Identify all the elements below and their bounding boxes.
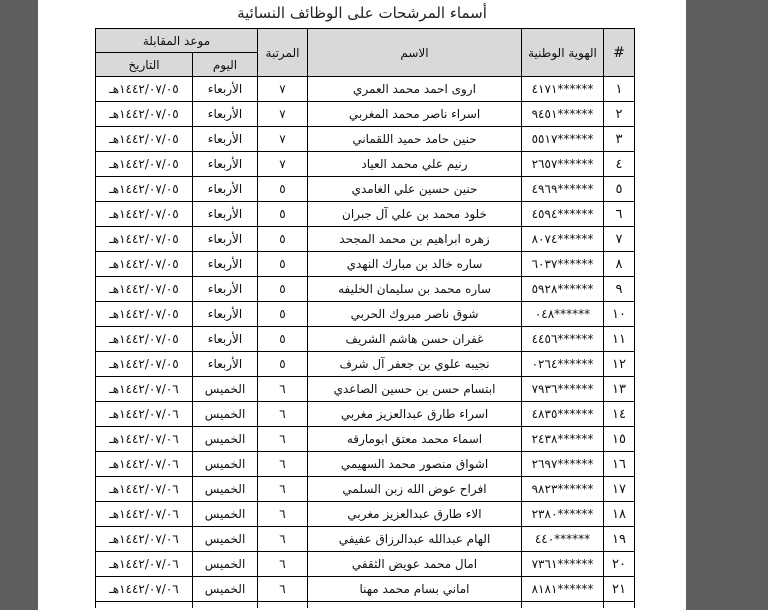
row-name: ابتسام حسن بن حسين الصاعدي xyxy=(308,377,522,402)
table-row xyxy=(96,202,635,227)
row-number: ٤ xyxy=(604,152,635,177)
row-cell-empty xyxy=(258,602,308,609)
row-number: ١٢ xyxy=(604,352,635,377)
table-header-row xyxy=(96,29,635,53)
row-national-id: ******٥٥١٧ xyxy=(522,127,604,152)
row-national-id: ******٢٣٨٠ xyxy=(522,502,604,527)
row-number: ١٨ xyxy=(604,502,635,527)
table-row xyxy=(96,177,635,202)
row-day: الأربعاء xyxy=(193,277,258,302)
row-name: خلود محمد بن علي آل جبران xyxy=(308,202,522,227)
table-row xyxy=(96,302,635,327)
row-rank: ٥ xyxy=(258,227,308,252)
row-day: الأربعاء xyxy=(193,152,258,177)
row-rank: ٧ xyxy=(258,152,308,177)
table-row xyxy=(96,102,635,127)
row-cell-empty xyxy=(193,602,258,609)
row-name: زهره ابراهيم بن محمد المجحد xyxy=(308,227,522,252)
row-day: الأربعاء xyxy=(193,77,258,102)
row-number: ٨ xyxy=(604,252,635,277)
document-title: أسماء المرشحات على الوظائف النسائية xyxy=(237,4,487,22)
row-rank: ٥ xyxy=(258,352,308,377)
row-national-id: ******٥٩٢٨ xyxy=(522,277,604,302)
row-cell-empty xyxy=(308,602,522,609)
row-number: ١٧ xyxy=(604,477,635,502)
row-national-id: ******٤٨٣٥ xyxy=(522,402,604,427)
row-number: ٥ xyxy=(604,177,635,202)
header-num: # xyxy=(604,29,635,77)
table-body xyxy=(96,77,635,609)
row-name: اسماء محمد معتق ابومارقه xyxy=(308,427,522,452)
row-national-id: ******٠٢٦٤ xyxy=(522,352,604,377)
row-national-id: ******٤٥٩٤ xyxy=(522,202,604,227)
row-day: الخميس xyxy=(193,402,258,427)
row-name: افراح عوض الله زبن السلمي xyxy=(308,477,522,502)
row-number: ٢ xyxy=(604,102,635,127)
row-cell-empty xyxy=(604,602,635,609)
table-row xyxy=(96,477,635,502)
row-date: ١٤٤٢/٠٧/٠٦هـ xyxy=(96,552,193,577)
row-rank: ٥ xyxy=(258,302,308,327)
row-day: الخميس xyxy=(193,502,258,527)
row-date: ١٤٤٢/٠٧/٠٥هـ xyxy=(96,152,193,177)
row-date: ١٤٤٢/٠٧/٠٥هـ xyxy=(96,352,193,377)
table-row xyxy=(96,327,635,352)
row-number: ١٦ xyxy=(604,452,635,477)
row-rank: ٦ xyxy=(258,452,308,477)
row-name: اماني بسام محمد مهنا xyxy=(308,577,522,602)
row-date: ١٤٤٢/٠٧/٠٥هـ xyxy=(96,252,193,277)
row-date: ١٤٤٢/٠٧/٠٦هـ xyxy=(96,427,193,452)
row-name: اشواق منصور محمد السهيمي xyxy=(308,452,522,477)
row-date: ١٤٤٢/٠٧/٠٥هـ xyxy=(96,177,193,202)
row-number: ٩ xyxy=(604,277,635,302)
row-name: الاء طارق عبدالعزيز مغربي xyxy=(308,502,522,527)
row-rank: ٥ xyxy=(258,277,308,302)
row-number: ٣ xyxy=(604,127,635,152)
document-page xyxy=(38,0,686,610)
row-day: الخميس xyxy=(193,552,258,577)
row-date: ١٤٤٢/٠٧/٠٥هـ xyxy=(96,277,193,302)
row-date: ١٤٤٢/٠٧/٠٦هـ xyxy=(96,452,193,477)
row-day: الأربعاء xyxy=(193,127,258,152)
row-number: ١١ xyxy=(604,327,635,352)
row-name: اسراء طارق عبدالعزيز مغربي xyxy=(308,402,522,427)
row-rank: ٧ xyxy=(258,127,308,152)
table-row xyxy=(96,427,635,452)
row-day: الأربعاء xyxy=(193,202,258,227)
row-date: ١٤٤٢/٠٧/٠٦هـ xyxy=(96,527,193,552)
row-rank: ٦ xyxy=(258,402,308,427)
row-national-id: ******٠٤٨ xyxy=(522,302,604,327)
table-row xyxy=(96,402,635,427)
row-national-id: ******٢٦٩٧ xyxy=(522,452,604,477)
row-rank: ٦ xyxy=(258,552,308,577)
row-number: ١ xyxy=(604,77,635,102)
row-national-id: ******٤١٧١ xyxy=(522,77,604,102)
row-day: الخميس xyxy=(193,577,258,602)
row-name: شوق ناصر مبروك الحربي xyxy=(308,302,522,327)
table-row xyxy=(96,277,635,302)
header-interview: موعد المقابلة xyxy=(96,29,258,53)
row-date: ١٤٤٢/٠٧/٠٥هـ xyxy=(96,327,193,352)
row-rank: ٦ xyxy=(258,527,308,552)
row-day: الأربعاء xyxy=(193,327,258,352)
row-national-id: ******٢٦٥٧ xyxy=(522,152,604,177)
row-day: الأربعاء xyxy=(193,102,258,127)
row-day: الخميس xyxy=(193,527,258,552)
row-rank: ٦ xyxy=(258,377,308,402)
row-number: ١٥ xyxy=(604,427,635,452)
table-row xyxy=(96,502,635,527)
header-day: اليوم xyxy=(193,53,258,77)
row-rank: ٥ xyxy=(258,327,308,352)
row-number: ١٩ xyxy=(604,527,635,552)
row-day: الخميس xyxy=(193,452,258,477)
row-day: الأربعاء xyxy=(193,302,258,327)
row-cell-empty xyxy=(522,602,604,609)
row-day: الخميس xyxy=(193,377,258,402)
row-national-id: ******٧٩٣٦ xyxy=(522,377,604,402)
row-date: ١٤٤٢/٠٧/٠٦هـ xyxy=(96,377,193,402)
row-date: ١٤٤٢/٠٧/٠٥هـ xyxy=(96,302,193,327)
row-rank: ٥ xyxy=(258,177,308,202)
row-national-id: ******٨٠٧٤ xyxy=(522,227,604,252)
row-cell-empty xyxy=(96,602,193,609)
table-row xyxy=(96,127,635,152)
row-date: ١٤٤٢/٠٧/٠٦هـ xyxy=(96,577,193,602)
row-date: ١٤٤٢/٠٧/٠٥هـ xyxy=(96,127,193,152)
candidates-table xyxy=(95,28,635,608)
row-name: اروى احمد محمد العمري xyxy=(308,77,522,102)
row-number: ٧ xyxy=(604,227,635,252)
row-rank: ٦ xyxy=(258,477,308,502)
header-rank: المرتبة xyxy=(258,29,308,77)
viewer-right-margin xyxy=(686,0,768,610)
row-date: ١٤٤٢/٠٧/٠٥هـ xyxy=(96,227,193,252)
row-day: الأربعاء xyxy=(193,177,258,202)
header-national-id: الهوية الوطنية xyxy=(522,29,604,77)
row-national-id: ******٤٩٦٩ xyxy=(522,177,604,202)
row-number: ٦ xyxy=(604,202,635,227)
row-day: الأربعاء xyxy=(193,252,258,277)
table-row xyxy=(96,252,635,277)
row-date: ١٤٤٢/٠٧/٠٥هـ xyxy=(96,102,193,127)
table-row xyxy=(96,227,635,252)
row-name: الهام عبدالله عبدالرزاق عفيفي xyxy=(308,527,522,552)
row-name: رنيم علي محمد العياد xyxy=(308,152,522,177)
row-number: ١٠ xyxy=(604,302,635,327)
row-rank: ٦ xyxy=(258,427,308,452)
row-national-id: ******٢٤٣٨ xyxy=(522,427,604,452)
row-national-id: ******٤٤٥٦ xyxy=(522,327,604,352)
table-row xyxy=(96,527,635,552)
row-name: ساره محمد بن سليمان الخليفه xyxy=(308,277,522,302)
table-row xyxy=(96,577,635,602)
header-date: التاريخ xyxy=(96,53,193,77)
row-name: ساره خالد بن مبارك النهدي xyxy=(308,252,522,277)
row-national-id: ******٨١٨١ xyxy=(522,577,604,602)
row-date: ١٤٤٢/٠٧/٠٦هـ xyxy=(96,477,193,502)
table-row xyxy=(96,552,635,577)
row-rank: ٦ xyxy=(258,577,308,602)
table-row xyxy=(96,77,635,102)
header-name: الاسم xyxy=(308,29,522,77)
viewer-left-margin xyxy=(0,0,38,610)
row-national-id: ******٦٠٣٧ xyxy=(522,252,604,277)
row-national-id: ******٩٤٥١ xyxy=(522,102,604,127)
row-number: ٢٠ xyxy=(604,552,635,577)
row-date: ١٤٤٢/٠٧/٠٦هـ xyxy=(96,402,193,427)
row-day: الأربعاء xyxy=(193,227,258,252)
row-day: الأربعاء xyxy=(193,352,258,377)
table-row xyxy=(96,452,635,477)
table-row xyxy=(96,352,635,377)
row-name: نجيبه علوي بن جعفر آل شرف xyxy=(308,352,522,377)
row-name: غفران حسن هاشم الشريف xyxy=(308,327,522,352)
row-number: ١٣ xyxy=(604,377,635,402)
table-row-cutoff xyxy=(96,602,635,609)
row-date: ١٤٤٢/٠٧/٠٦هـ xyxy=(96,502,193,527)
row-rank: ٧ xyxy=(258,77,308,102)
row-rank: ٦ xyxy=(258,502,308,527)
row-national-id: ******٤٤٠ xyxy=(522,527,604,552)
row-name: حنين حسين علي الغامدي xyxy=(308,177,522,202)
row-national-id: ******٩٨٢٣ xyxy=(522,477,604,502)
row-name: حنين حامد حميد اللقماني xyxy=(308,127,522,152)
row-date: ١٤٤٢/٠٧/٠٥هـ xyxy=(96,202,193,227)
row-name: اسراء ناصر محمد المغربي xyxy=(308,102,522,127)
row-rank: ٥ xyxy=(258,202,308,227)
row-name: امال محمد عويض الثقفي xyxy=(308,552,522,577)
row-day: الخميس xyxy=(193,477,258,502)
table-row xyxy=(96,377,635,402)
row-day: الخميس xyxy=(193,427,258,452)
row-rank: ٥ xyxy=(258,252,308,277)
row-number: ٢١ xyxy=(604,577,635,602)
row-date: ١٤٤٢/٠٧/٠٥هـ xyxy=(96,77,193,102)
row-rank: ٧ xyxy=(258,102,308,127)
row-national-id: ******٧٣٦١ xyxy=(522,552,604,577)
table-row xyxy=(96,152,635,177)
row-number: ١٤ xyxy=(604,402,635,427)
